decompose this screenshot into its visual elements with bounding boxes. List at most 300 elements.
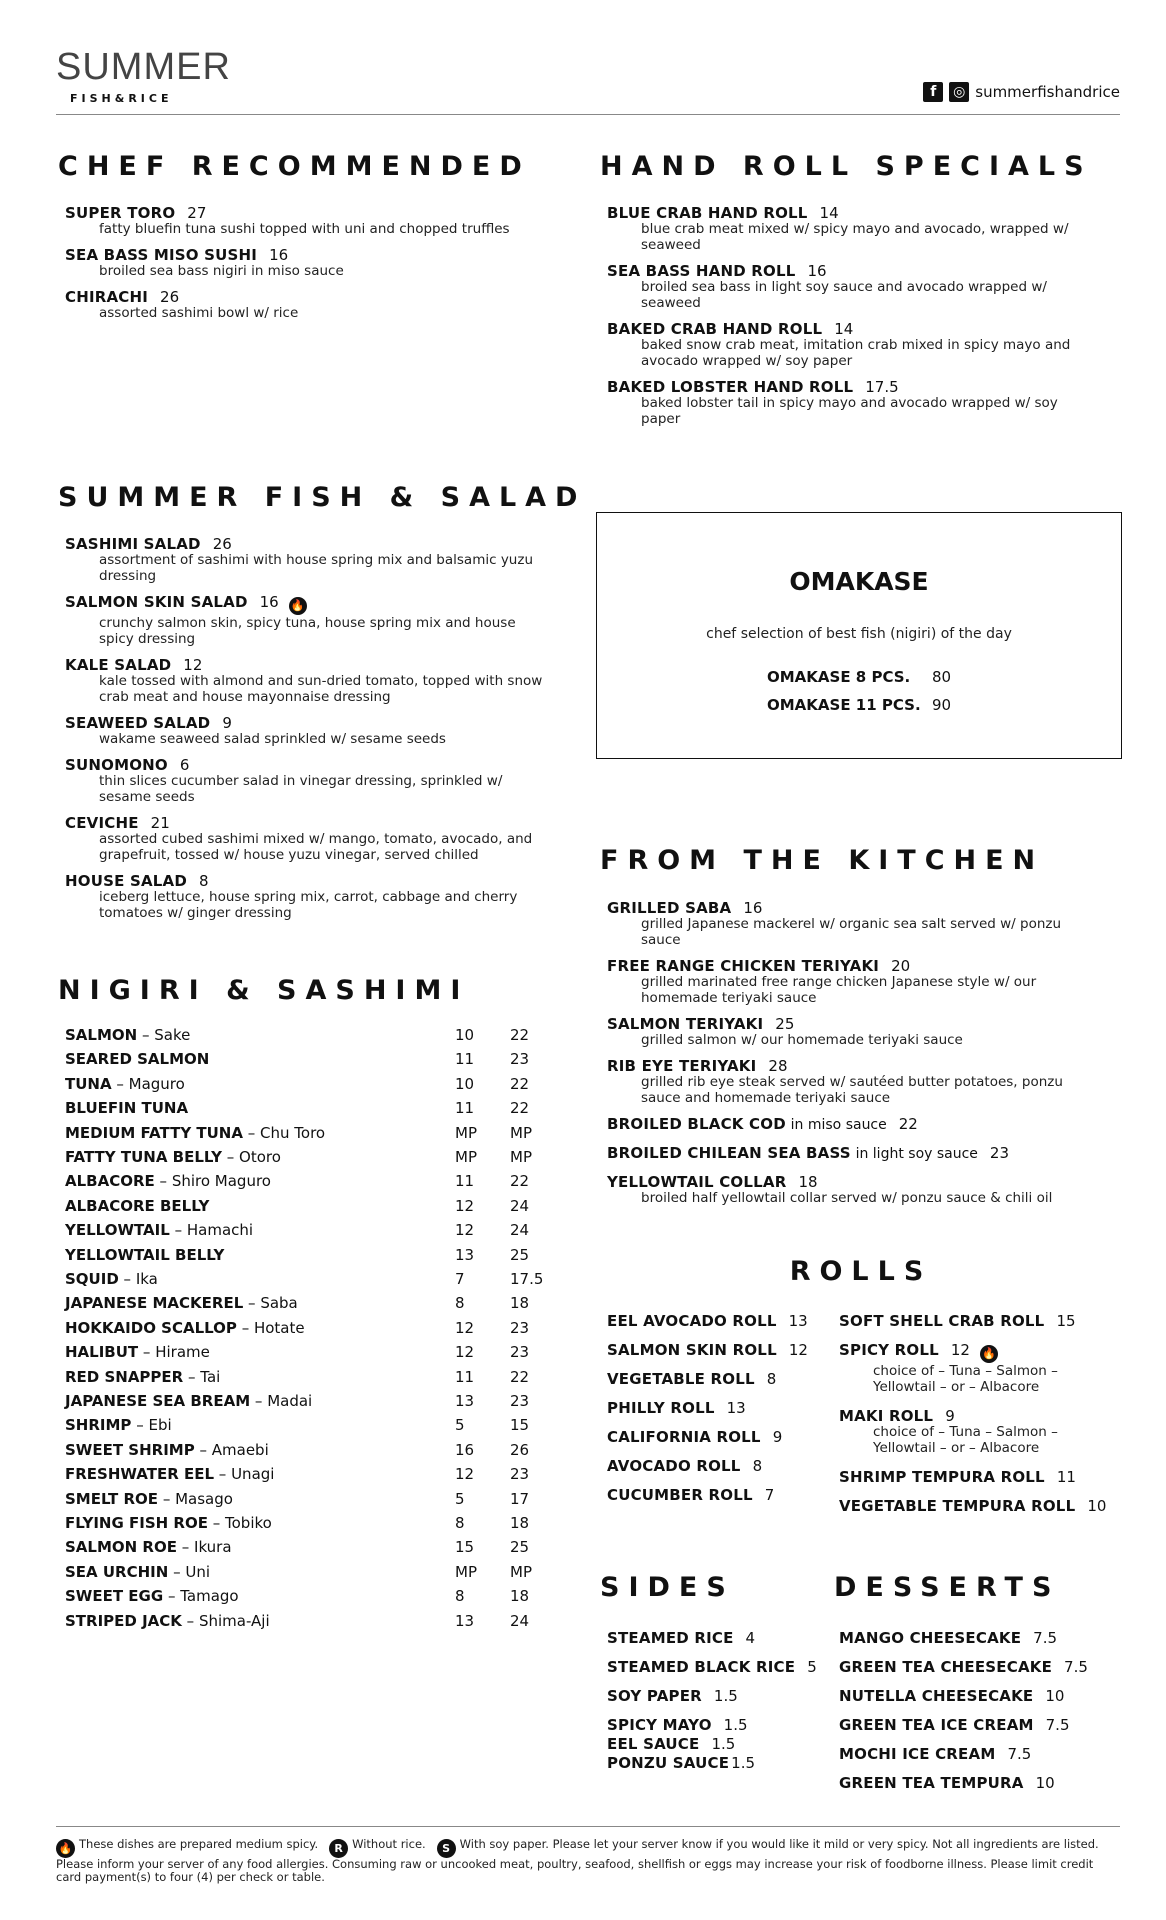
soy-note: With soy paper. Please let your server know if you would like it mild or very spicy. Not all ingredients are listed. — [459, 1837, 1099, 1851]
menu-item — [839, 1498, 1122, 1514]
item-japanese-name: Tobiko — [225, 1514, 272, 1532]
nigiri-price: 7 — [455, 1270, 465, 1288]
item-name: CALIFORNIA ROLL — [607, 1428, 761, 1446]
item-price: 11 — [1056, 1468, 1076, 1486]
item-name: BROILED BLACK COD — [607, 1115, 786, 1133]
menu-item — [607, 1371, 832, 1387]
item-price: 8 — [752, 1457, 763, 1475]
menu-item — [607, 1458, 832, 1474]
item-name: VEGETABLE TEMPURA ROLL — [839, 1497, 1076, 1515]
item-name: GREEN TEA ICE CREAM — [839, 1716, 1034, 1734]
nigiri-price: 12 — [455, 1465, 475, 1484]
item-desc: fatty bluefin tuna sushi topped with uni and chopped truffles — [99, 221, 510, 237]
item-name: JAPANESE MACKEREL — [65, 1294, 244, 1313]
sashimi-price: 23 — [510, 1465, 530, 1484]
menu-item — [839, 1746, 1122, 1762]
menu-item — [65, 594, 545, 647]
item-name: SUPER TORO — [65, 204, 176, 222]
item-name: PHILLY ROLL — [607, 1399, 715, 1417]
menu-item — [839, 1630, 1122, 1646]
item-price: 21 — [150, 814, 170, 832]
item-name: RIB EYE TERIYAKI — [607, 1057, 757, 1075]
item-name: SOFT SHELL CRAB ROLL — [839, 1312, 1045, 1330]
item-name: FLYING FISH ROE — [65, 1514, 208, 1532]
nigiri-price: 13 — [455, 1392, 475, 1410]
nigiri-row: FRESHWATER EEL – Unagi 12 23 — [65, 1465, 530, 1484]
item-price: 28 — [768, 1057, 788, 1075]
nigiri-price: 12 — [455, 1196, 475, 1215]
menu-item — [839, 1469, 1122, 1485]
nigiri-price: 5 — [455, 1489, 465, 1508]
item-japanese-name: Tamago — [180, 1587, 239, 1606]
menu-item — [839, 1775, 1122, 1791]
item-name: EEL AVOCADO ROLL — [607, 1312, 777, 1330]
sides-list — [607, 1630, 832, 1771]
menu-item — [65, 815, 545, 863]
item-price: 1.5 — [711, 1735, 736, 1753]
item-price: 8 — [199, 872, 209, 890]
item-name: STEAMED RICE — [607, 1629, 734, 1647]
sashimi-price: 18 — [510, 1514, 530, 1532]
no-rice-note: Without rice. — [352, 1837, 426, 1851]
menu-item — [839, 1342, 1122, 1395]
soy-paper-icon: S — [437, 1839, 456, 1858]
sashimi-price: 15 — [510, 1416, 530, 1435]
item-name: SEA BASS MISO SUSHI — [65, 246, 258, 264]
nigiri-row: JAPANESE SEA BREAM – Madai 13 23 — [65, 1392, 530, 1410]
salad-list — [65, 536, 545, 921]
menu-item — [607, 205, 1087, 253]
item-japanese-name: Maguro — [128, 1074, 185, 1093]
omakase-desc: chef selection of best fish (nigiri) of the day — [706, 626, 1012, 642]
section-title-sides: SIDES — [600, 1572, 735, 1603]
nigiri-row: SEA URCHIN – Uni MP MP — [65, 1562, 532, 1581]
menu-item — [607, 1174, 1097, 1206]
instagram-icon[interactable]: ◎ — [949, 82, 969, 102]
sashimi-price: 22 — [510, 1367, 530, 1386]
item-name: ALBACORE — [65, 1172, 155, 1191]
item-price: 16 — [807, 262, 827, 280]
menu-item — [65, 289, 545, 321]
nigiri-row: RED SNAPPER – Tai 11 22 — [65, 1367, 530, 1386]
item-japanese-name: Hotate — [253, 1318, 305, 1337]
item-desc: grilled marinated free range chicken Japanese style w/ our homemade teriyaki sauce — [641, 974, 1037, 1006]
menu-item — [607, 1145, 1097, 1162]
item-japanese-name: Tai — [200, 1367, 221, 1386]
item-price: 7.5 — [1033, 1629, 1058, 1647]
item-name: SWEET EGG — [65, 1587, 164, 1606]
no-rice-icon: R — [329, 1839, 348, 1858]
item-japanese-name: Shima-Aji — [198, 1611, 270, 1630]
sashimi-price: 22 — [510, 1074, 530, 1093]
nigiri-price: 10 — [455, 1026, 475, 1044]
nigiri-price: 12 — [455, 1221, 475, 1240]
sashimi-price: 22 — [510, 1099, 530, 1118]
footer-notes — [56, 1838, 1122, 1884]
nigiri-row: SALMON – Sake 10 22 — [65, 1026, 530, 1044]
spicy-icon: 🔥 — [289, 597, 307, 615]
item-japanese-name: Madai — [267, 1392, 313, 1410]
menu-item — [607, 1755, 832, 1771]
item-name: BAKED CRAB HAND ROLL — [607, 320, 823, 338]
nigiri-row: TUNA – Maguro 10 22 — [65, 1074, 530, 1093]
item-desc: broiled sea bass nigiri in miso sauce — [99, 263, 344, 279]
menu-item — [607, 1400, 832, 1416]
item-japanese-name: Ika — [135, 1270, 158, 1288]
item-price: 15 — [1056, 1312, 1076, 1330]
item-name: JAPANESE SEA BREAM — [65, 1392, 251, 1410]
item-name: HOUSE SALAD — [65, 872, 187, 890]
menu-item — [65, 536, 545, 584]
item-desc: baked lobster tail in spicy mayo and avocado wrapped w/ soy paper — [641, 395, 1058, 427]
menu-item — [607, 379, 1087, 427]
nigiri-row: FLYING FISH ROE – Tobiko 8 18 — [65, 1514, 530, 1532]
menu-item — [65, 205, 545, 237]
item-name: SEA BASS HAND ROLL — [607, 262, 796, 280]
item-note: in miso sauce — [790, 1117, 887, 1133]
item-name: YELLOWTAIL COLLAR — [607, 1173, 787, 1191]
item-name: OMAKASE 8 PCS. — [767, 668, 911, 686]
omakase-row — [767, 668, 952, 686]
item-japanese-name: Masago — [175, 1489, 233, 1508]
menu-item — [65, 757, 545, 805]
item-name: CUCUMBER ROLL — [607, 1486, 753, 1504]
item-desc: grilled Japanese mackerel w/ organic sea salt served w/ ponzu sauce — [641, 916, 1062, 948]
menu-item — [607, 1630, 832, 1646]
nigiri-row: HALIBUT – Hirame 12 23 — [65, 1343, 530, 1362]
item-name: SPICY ROLL — [839, 1341, 939, 1359]
item-name: SHRIMP TEMPURA ROLL — [839, 1468, 1045, 1486]
item-japanese-name: Unagi — [231, 1465, 275, 1484]
item-japanese-name: Uni — [185, 1562, 211, 1581]
desserts-list — [839, 1630, 1122, 1791]
item-japanese-name: Otoro — [239, 1148, 281, 1166]
sashimi-price: 22 — [510, 1026, 530, 1044]
nigiri-price: 10 — [455, 1074, 475, 1093]
menu-item — [607, 900, 1097, 948]
menu-item — [607, 263, 1087, 311]
item-name: SQUID — [65, 1270, 119, 1288]
nigiri-price: 11 — [455, 1367, 475, 1386]
menu-item — [65, 873, 545, 921]
item-name: MANGO CHEESECAKE — [839, 1629, 1022, 1647]
sashimi-price: 18 — [510, 1294, 530, 1313]
nigiri-price: MP — [455, 1123, 477, 1142]
nigiri-row: ALBACORE – Shiro Maguro 11 22 — [65, 1172, 530, 1191]
item-desc: assorted cubed sashimi mixed w/ mango, tomato, avocado, and grapefruit, tossed w/ house yuzu vinegar, served chilled — [99, 831, 533, 863]
item-name: SHRIMP — [65, 1416, 132, 1435]
nigiri-row: SMELT ROE – Masago 5 17 — [65, 1489, 530, 1508]
footer-divider — [56, 1826, 1120, 1827]
item-desc: baked snow crab meat, imitation crab mixed in spicy mayo and avocado wrapped w/ soy paper — [641, 337, 1071, 369]
sashimi-price: 24 — [510, 1611, 530, 1630]
item-price: 10 — [1087, 1497, 1107, 1515]
nigiri-price: 13 — [455, 1611, 475, 1630]
nigiri-row: SQUID – Ika 7 17.5 — [65, 1270, 544, 1288]
omakase-title: OMAKASE — [789, 567, 929, 596]
item-price: 90 — [932, 696, 952, 714]
item-japanese-name: Chu Toro — [260, 1123, 326, 1142]
item-japanese-name: Saba — [260, 1294, 298, 1313]
item-name: FREE RANGE CHICKEN TERIYAKI — [607, 957, 880, 975]
menu-item — [607, 1058, 1097, 1106]
rolls-left-list — [607, 1313, 832, 1503]
nigiri-row: HOKKAIDO SCALLOP – Hotate 12 23 — [65, 1318, 530, 1337]
menu-item — [607, 1736, 832, 1752]
nigiri-row: SHRIMP – Ebi 5 15 — [65, 1416, 530, 1435]
menu-item — [65, 247, 545, 279]
menu-item — [607, 321, 1087, 369]
item-name: ALBACORE BELLY — [65, 1196, 210, 1215]
item-price: 7.5 — [1064, 1658, 1088, 1676]
item-japanese-name: Amaebi — [211, 1440, 269, 1459]
item-price: 25 — [775, 1015, 795, 1033]
nigiri-price: 11 — [455, 1172, 475, 1191]
spicy-icon: 🔥 — [56, 1839, 75, 1858]
brand-subtitle: FISH&RICE — [70, 92, 173, 105]
item-price: 16 — [743, 899, 763, 917]
item-price: 26 — [160, 288, 180, 306]
item-price: 1.5 — [723, 1716, 748, 1734]
section-title-chef: CHEF RECOMMENDED — [58, 151, 531, 182]
menu-item — [607, 1487, 832, 1503]
item-desc: assortment of sashimi with house spring mix and balsamic yuzu dressing — [99, 552, 534, 584]
item-name: BAKED LOBSTER HAND ROLL — [607, 378, 854, 396]
nigiri-price: 13 — [455, 1245, 475, 1264]
item-name: SEARED SALMON — [65, 1050, 210, 1069]
item-name: BLUEFIN TUNA — [65, 1099, 189, 1118]
menu-item — [65, 715, 545, 747]
item-price: 1.5 — [713, 1687, 738, 1705]
item-price: 13 — [726, 1399, 746, 1417]
section-title-hand-roll: HAND ROLL SPECIALS — [600, 151, 1093, 182]
menu-item — [607, 1688, 832, 1704]
item-name: SASHIMI SALAD — [65, 535, 201, 553]
item-name: SALMON TERIYAKI — [607, 1015, 764, 1033]
hand-roll-list — [607, 205, 1087, 427]
item-japanese-name: Ikura — [194, 1538, 232, 1557]
item-name: STRIPED JACK — [65, 1611, 182, 1630]
item-price: 16 — [259, 593, 279, 611]
item-desc: choice of – Tuna – Salmon – Yellowtail – or – Albacore — [873, 1363, 1058, 1395]
sashimi-price: 22 — [510, 1172, 530, 1191]
sashimi-price: 17 — [510, 1489, 530, 1508]
nigiri-price: 8 — [455, 1294, 465, 1313]
item-japanese-name: Sake — [154, 1026, 191, 1044]
item-price: 7 — [764, 1486, 775, 1504]
item-price: 16 — [269, 246, 289, 264]
sashimi-price: 18 — [510, 1587, 530, 1606]
item-name: OMAKASE 11 PCS. — [767, 696, 921, 714]
item-desc: iceberg lettuce, house spring mix, carrot, cabbage and cherry tomatoes w/ ginger dressing — [99, 889, 518, 921]
item-price: 17.5 — [865, 378, 899, 396]
social-links — [923, 82, 1120, 102]
nigiri-row — [65, 1050, 545, 1068]
menu-item — [607, 1342, 832, 1358]
item-name: GREEN TEA TEMPURA — [839, 1774, 1024, 1792]
item-price: 22 — [898, 1115, 918, 1133]
item-name: BLUE CRAB HAND ROLL — [607, 204, 808, 222]
item-japanese-name: Shiro Maguro — [171, 1172, 271, 1191]
nigiri-row: SWEET EGG – Tamago 8 18 — [65, 1587, 530, 1606]
item-note: in light soy sauce — [855, 1146, 978, 1162]
menu-item — [839, 1408, 1122, 1456]
item-desc: kale tossed with almond and sun-dried tomato, topped with snow crab meat and house mayonnaise dressing — [99, 673, 543, 705]
menu-item — [839, 1688, 1122, 1704]
item-desc: choice of – Tuna – Salmon – Yellowtail – or – Albacore — [873, 1424, 1058, 1456]
item-desc: broiled half yellowtail collar served w/ ponzu sauce & chili oil — [641, 1190, 1053, 1206]
nigiri-price: 8 — [455, 1587, 465, 1606]
item-price: 20 — [891, 957, 911, 975]
header-divider — [56, 114, 1120, 115]
menu-item — [839, 1717, 1122, 1733]
allergy-note: Please inform your server of any food allergies. Consuming raw or uncooked meat, poultry, seafood, shellfish or eggs may increase your risk of foodborne illness. Please limit credit card payment(s) to four (4) per check or table. — [56, 1857, 1094, 1884]
item-desc: thin slices cucumber salad in vinegar dressing, sprinkled w/ sesame seeds — [99, 773, 503, 805]
nigiri-row: JAPANESE MACKEREL – Saba 8 18 — [65, 1294, 530, 1313]
menu-item — [607, 1659, 832, 1675]
item-name: HOKKAIDO SCALLOP — [65, 1318, 237, 1337]
item-name: YELLOWTAIL BELLY — [65, 1245, 225, 1264]
sashimi-price: 23 — [510, 1392, 530, 1410]
rolls-right-list — [839, 1313, 1122, 1514]
item-name: HALIBUT — [65, 1343, 139, 1362]
sashimi-price: MP — [510, 1123, 532, 1142]
social-handle[interactable]: summerfishandrice — [975, 83, 1120, 101]
sashimi-price: 24 — [510, 1221, 530, 1240]
item-name: SALMON SKIN ROLL — [607, 1341, 777, 1359]
nigiri-row — [65, 1197, 545, 1215]
kitchen-list — [607, 900, 1097, 1206]
nigiri-row: SALMON ROE – Ikura 15 25 — [65, 1538, 530, 1557]
item-name: SOY PAPER — [607, 1687, 702, 1705]
item-name: MAKI ROLL — [839, 1407, 934, 1425]
item-price: 12 — [950, 1341, 970, 1359]
item-price: 9 — [222, 714, 232, 732]
item-name: SALMON SKIN SALAD — [65, 593, 248, 611]
item-desc: assorted sashimi bowl w/ rice — [99, 305, 299, 321]
item-name: SEA URCHIN — [65, 1562, 169, 1581]
item-price: 9 — [772, 1428, 783, 1446]
item-name: GREEN TEA CHEESECAKE — [839, 1658, 1053, 1676]
item-name: EEL SAUCE — [607, 1735, 700, 1753]
section-title-kitchen: FROM THE KITCHEN — [600, 845, 1045, 876]
menu-item — [607, 1016, 1097, 1048]
nigiri-row: FATTY TUNA BELLY – Otoro MP MP — [65, 1148, 532, 1166]
item-name: SUNOMONO — [65, 756, 168, 774]
nigiri-row: SWEET SHRIMP – Amaebi 16 26 — [65, 1440, 530, 1459]
item-price: 18 — [798, 1173, 818, 1191]
omakase-row — [767, 696, 952, 714]
item-name: NUTELLA CHEESECAKE — [839, 1687, 1034, 1705]
nigiri-price: 16 — [455, 1440, 475, 1459]
sashimi-price: 23 — [510, 1050, 530, 1069]
sashimi-price: MP — [510, 1562, 532, 1581]
menu-item — [607, 958, 1097, 1006]
facebook-icon[interactable]: f — [923, 82, 943, 102]
item-name: MOCHI ICE CREAM — [839, 1745, 996, 1763]
item-name: SPICY MAYO — [607, 1716, 712, 1734]
item-desc: grilled rib eye steak served w/ sautéed butter potatoes, ponzu sauce and homemade teriyaki sauce — [641, 1074, 1063, 1106]
sashimi-price: 17.5 — [510, 1270, 544, 1288]
item-name: BROILED CHILEAN SEA BASS — [607, 1144, 851, 1162]
nigiri-price: 12 — [455, 1318, 475, 1337]
item-japanese-name: Ebi — [148, 1416, 172, 1435]
item-price: 5 — [807, 1658, 817, 1676]
spicy-note: These dishes are prepared medium spicy. — [79, 1837, 319, 1851]
item-price: 1.5 — [731, 1754, 756, 1772]
sashimi-price: MP — [510, 1148, 532, 1166]
nigiri-row — [65, 1246, 545, 1264]
item-price: 13 — [788, 1312, 808, 1330]
item-name: MEDIUM FATTY TUNA — [65, 1123, 243, 1142]
item-price: 7.5 — [1045, 1716, 1070, 1734]
nigiri-price: 8 — [455, 1514, 465, 1532]
menu-item — [607, 1116, 1097, 1133]
sashimi-price: 24 — [510, 1196, 530, 1215]
nigiri-price: MP — [455, 1562, 477, 1581]
item-name: SMELT ROE — [65, 1489, 159, 1508]
menu-item — [65, 657, 545, 705]
item-desc: grilled salmon w/ our homemade teriyaki sauce — [641, 1032, 963, 1048]
item-name: SALMON — [65, 1026, 138, 1044]
section-title-desserts: DESSERTS — [834, 1572, 1061, 1603]
item-desc: crunchy salmon skin, spicy tuna, house spring mix and house spicy dressing — [99, 615, 516, 647]
item-price: 80 — [932, 668, 952, 686]
brand-logo: SUMMER — [56, 46, 231, 88]
nigiri-row: MEDIUM FATTY TUNA – Chu Toro MP MP — [65, 1123, 532, 1142]
nigiri-price: 5 — [455, 1416, 465, 1435]
nigiri-row: STRIPED JACK – Shima-Aji 13 24 — [65, 1611, 530, 1630]
menu-item — [607, 1313, 832, 1329]
item-name: GRILLED SABA — [607, 899, 732, 917]
sashimi-price: 26 — [510, 1440, 530, 1459]
item-price: 12 — [183, 656, 203, 674]
item-name: FRESHWATER EEL — [65, 1465, 215, 1484]
nigiri-price: 15 — [455, 1538, 475, 1557]
item-name: RED SNAPPER — [65, 1367, 184, 1386]
nigiri-price: 11 — [455, 1050, 475, 1069]
item-price: 23 — [989, 1144, 1010, 1162]
chef-list — [65, 205, 545, 321]
item-name: FATTY TUNA BELLY — [65, 1148, 222, 1166]
item-price: 7.5 — [1007, 1745, 1032, 1763]
sashimi-price: 23 — [510, 1343, 530, 1362]
item-name: CHIRACHI — [65, 288, 149, 306]
item-price: 12 — [788, 1341, 808, 1359]
menu-item — [839, 1659, 1122, 1675]
item-price: 6 — [179, 756, 190, 774]
nigiri-row: YELLOWTAIL – Hamachi 12 24 — [65, 1221, 530, 1240]
nigiri-price: MP — [455, 1148, 477, 1166]
item-price: 26 — [212, 535, 232, 553]
item-name: VEGETABLE ROLL — [607, 1370, 755, 1388]
item-name: KALE SALAD — [65, 656, 172, 674]
menu-item — [839, 1313, 1122, 1329]
nigiri-price: 12 — [455, 1343, 475, 1362]
item-price: 27 — [187, 204, 207, 222]
section-title-nigiri: NIGIRI & SASHIMI — [58, 975, 470, 1006]
item-name: SEAWEED SALAD — [65, 714, 211, 732]
sashimi-price: 25 — [510, 1538, 530, 1557]
sashimi-price: 25 — [510, 1245, 530, 1264]
section-title-salad: SUMMER FISH & SALAD — [58, 482, 587, 513]
item-name: SWEET SHRIMP — [65, 1440, 195, 1459]
item-price: 10 — [1035, 1774, 1055, 1792]
item-price: 14 — [834, 320, 854, 338]
item-name: AVOCADO ROLL — [607, 1457, 741, 1475]
item-price: 10 — [1045, 1687, 1065, 1705]
menu-item — [607, 1717, 832, 1733]
